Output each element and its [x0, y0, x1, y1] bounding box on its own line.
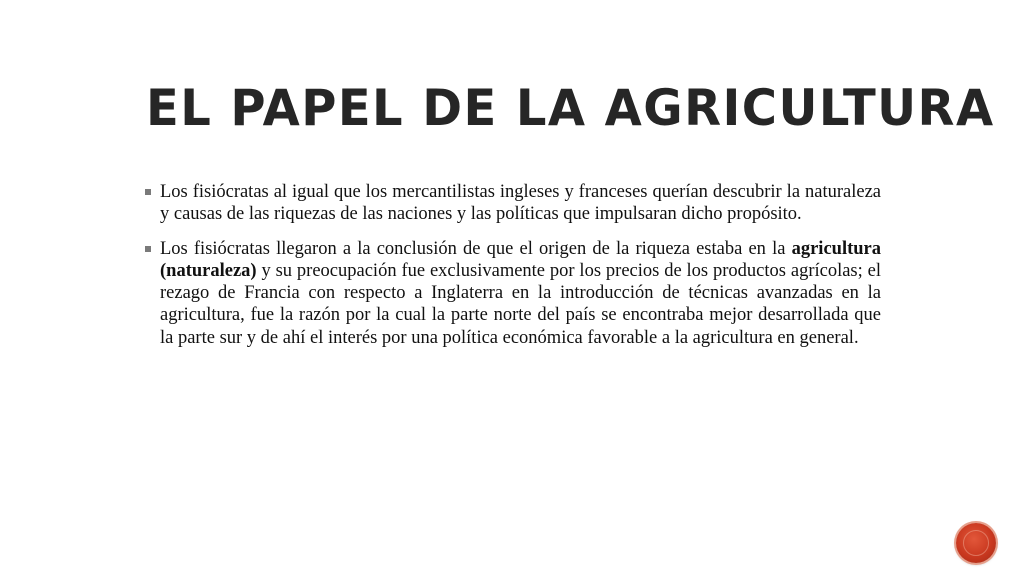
bullet-item-2 — [145, 238, 881, 349]
slide-title: EL PAPEL DE LA AGRICULTURA — [146, 79, 995, 137]
square-bullet-icon — [145, 189, 151, 195]
bullet-2-bold-term: agricultura (naturaleza) — [160, 238, 881, 281]
bullet-text-1 — [160, 182, 881, 224]
bullet-2-segment-1: Los fisiócratas llegaron a la conclusión de que el origen de la riqueza estaba en la — [160, 238, 792, 259]
red-circle-button-icon[interactable] — [956, 523, 996, 563]
bullet-1-segment-1: Los fisiócratas al igual que los mercantilistas ingleses y franceses querían descubrir la naturaleza y causas de las riquezas de las naciones y las políticas que impulsaran dicho propósito. — [160, 182, 881, 225]
bullet-list — [145, 181, 881, 361]
bullet-item-1 — [145, 181, 881, 226]
square-bullet-icon — [145, 246, 151, 252]
button-ring — [963, 530, 989, 556]
bullet-text-2 — [160, 239, 881, 348]
bullet-2-segment-3: y su preocupación fue exclusivamente por los precios de los productos agrícolas; el rezago de Francia con respecto a Inglaterra en la introducción de técnicas avanzadas en la agricultura, fue la razón por la cual la parte norte del país se encontraba mejor desarrollada que la parte sur y de ahí el interés por una política económica favorable a la agricultura en general. — [160, 260, 881, 348]
